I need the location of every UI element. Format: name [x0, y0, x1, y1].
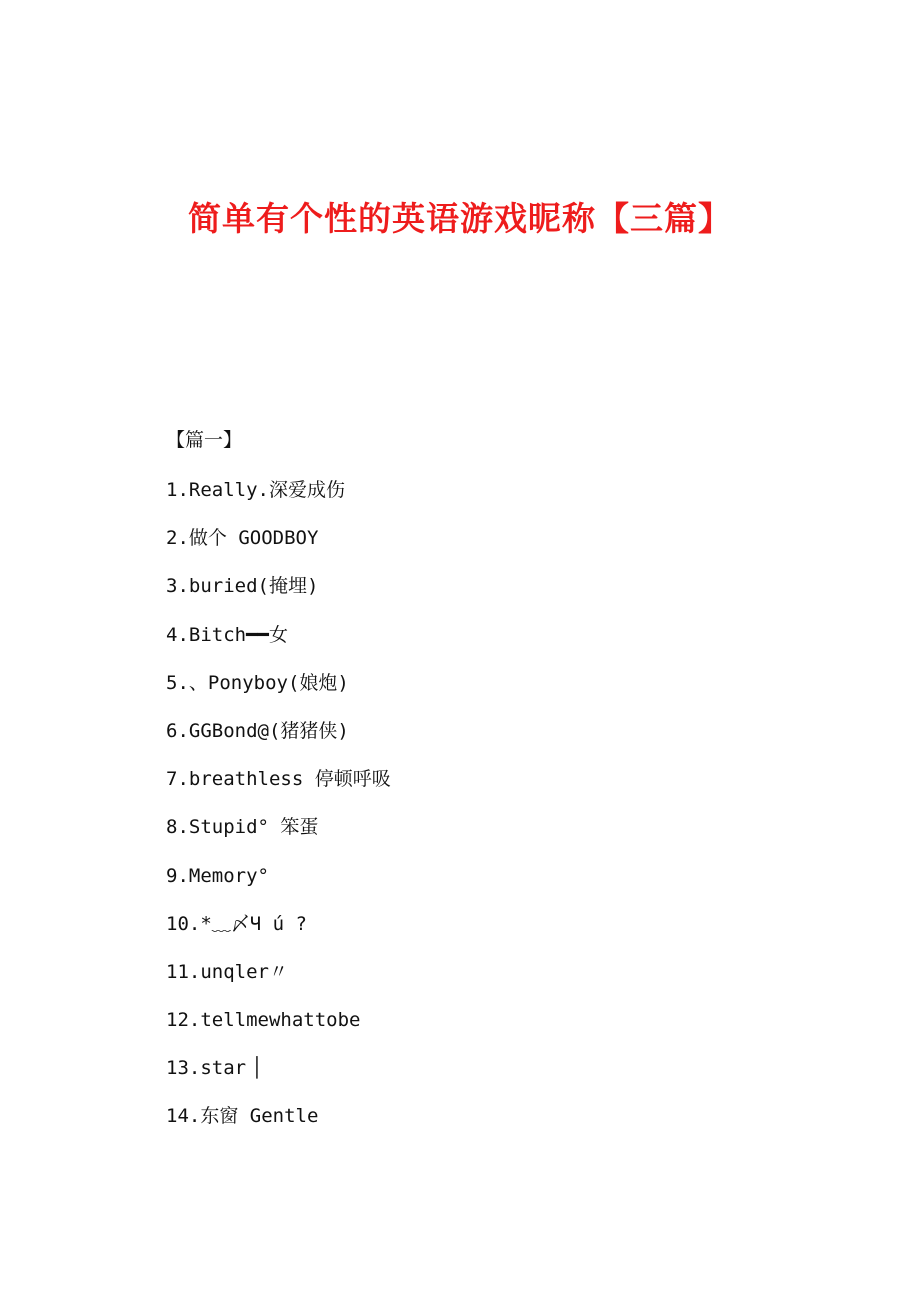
document-title: 简单有个性的英语游戏昵称【三篇】	[188, 199, 732, 238]
nickname-list	[166, 472, 391, 1147]
list-item: 14.东窗 Gentle	[166, 1105, 319, 1128]
list-item: 12.tellmewhattobe	[166, 1009, 361, 1032]
section-heading: 【篇一】	[166, 429, 243, 451]
list-item: 10.*﹏〆Ч ú ?	[166, 912, 307, 935]
list-item: 1.Really.深爱成伤	[166, 479, 345, 501]
list-item: 5.、Ponyboy(娘炮)	[166, 671, 349, 694]
list-item: 9.Memory°	[166, 864, 269, 887]
list-item: 13.star▕	[166, 1057, 258, 1080]
list-item: 3.buried(掩埋)	[166, 575, 319, 598]
list-item: 6.GGBond@(猪猪侠)	[166, 719, 349, 742]
list-item: 8.Stupid° 笨蛋	[166, 816, 319, 839]
list-item: 11.unqler〃	[166, 960, 288, 983]
list-item: 7.breathless 停顿呼吸	[166, 768, 391, 791]
list-item: 4.Bitch━━女	[166, 623, 288, 646]
list-item: 2.做个 GOODBOY	[166, 527, 319, 550]
